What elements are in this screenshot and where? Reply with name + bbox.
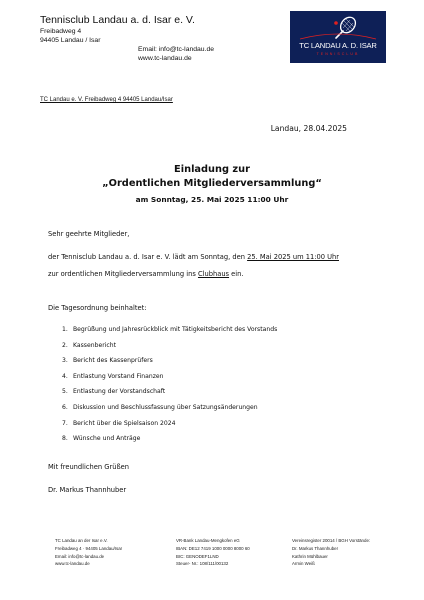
logo-text: TC LANDAU A. D. ISAR — [299, 41, 377, 50]
agenda-item-text: Bericht des Kassenprüfers — [73, 357, 153, 365]
agenda-item — [62, 404, 277, 420]
agenda-item-text: Wünsche und Anträge — [73, 435, 141, 443]
agenda-item-number: 7. — [62, 419, 68, 427]
club-street: Freibadweg 4 — [40, 28, 82, 35]
invitation-title: Einladung zur — [174, 164, 250, 175]
agenda-item-number: 1. — [62, 326, 68, 333]
agenda-item-number: 6. — [62, 403, 68, 411]
agenda-item-text: Begrüßung und Jahresrückblick mit Tätigkeitsbericht des Vorstands — [73, 326, 278, 333]
footer-line: Freibadweg 4 · 94405 Landau/Isar — [55, 545, 123, 551]
agenda-item — [62, 420, 277, 436]
agenda-item-number: 4. — [62, 372, 68, 380]
footer-bank — [176, 537, 250, 568]
intro-end: ein. — [229, 270, 244, 278]
agenda-item-number: 8. — [62, 435, 68, 443]
agenda-item-text: Bericht über die Spielsaison 2024 — [73, 419, 176, 427]
club-email[interactable]: Email: info@tc-landau.de — [138, 46, 215, 53]
agenda-item-number: 2. — [62, 341, 68, 349]
footer-line: VR-Bank Landau-Mengkofen eG — [176, 538, 240, 543]
footer-website[interactable]: www.tc-landau.de — [55, 561, 90, 567]
agenda-item-text: Entlastung der Vorstandschaft — [73, 388, 166, 396]
footer-line: BIC: GENODEF1LND — [176, 553, 219, 559]
letter-date: Landau, 28.04.2025 — [270, 124, 347, 133]
agenda-item — [62, 357, 277, 373]
salutation: Sehr geehrte Mitglieder, — [48, 230, 130, 238]
club-logo — [290, 11, 386, 63]
club-website[interactable]: www.tc-landau.de — [138, 55, 192, 62]
footer-line: Vereinsregister 20014 / BGH Vorstände: — [292, 538, 371, 543]
intro-place: Clubhaus — [197, 270, 230, 278]
footer-line: Kathrin Mühlbauer — [292, 553, 328, 559]
agenda-item — [62, 342, 277, 358]
intro-date: 25. Mai 2025 um 11:00 Uhr — [247, 253, 339, 261]
closing-phrase: Mit freundlichen Grüßen — [48, 463, 130, 471]
intro-line-1 — [48, 253, 339, 261]
agenda-item-text: Entlastung Vorstand Finanzen — [73, 372, 164, 380]
footer-email[interactable]: Email: info@tc-landau.de — [55, 553, 105, 559]
agenda-item-text: Diskussion und Beschlussfassung über Satzungsänderungen — [73, 403, 258, 411]
agenda-item-number: 5. — [62, 388, 68, 396]
footer-contact — [55, 537, 122, 568]
agenda-item — [62, 435, 277, 451]
agenda-item — [62, 388, 277, 404]
agenda-item — [62, 373, 277, 389]
meeting-name: „Ordentlichen Mitgliederversammlung“ — [102, 178, 322, 189]
return-address: TC Landau e. V. Freibadweg 4 94405 Landau/Isar — [40, 97, 173, 103]
intro-text-2: zur ordentlichen Mitgliederversammlung ins — [48, 270, 198, 278]
club-city: 94405 Landau / Isar — [40, 37, 101, 44]
footer-line: Steuer- Nr.: 108/111/00132 — [176, 561, 229, 567]
footer-line: IBAN: DE12 7419 1000 0000 8000 60 — [176, 545, 250, 551]
intro-line-2 — [48, 270, 244, 278]
agenda-item — [62, 326, 277, 342]
logo-subtext: TENNISCLUB — [316, 52, 360, 56]
footer-registry — [292, 537, 370, 568]
agenda-list — [62, 326, 277, 451]
intro-text: der Tennisclub Landau a. d. Isar e. V. lädt am Sonntag, den — [48, 253, 248, 261]
footer-line: Dr. Markus Thannhuber — [292, 545, 339, 551]
agenda-item-text: Kassenbericht — [73, 341, 117, 349]
signer-name: Dr. Markus Thannhuber — [48, 486, 127, 494]
agenda-item-number: 3. — [62, 357, 68, 365]
footer-line: TC Landau an der Isar e.V. — [55, 538, 108, 543]
agenda-intro: Die Tagesordnung beinhaltet: — [48, 304, 147, 312]
footer-line: Armin Weiß — [292, 561, 315, 567]
club-name: Tennisclub Landau a. d. Isar e. V. — [40, 14, 195, 26]
meeting-datetime: am Sonntag, 25. Mai 2025 11:00 Uhr — [135, 195, 289, 204]
